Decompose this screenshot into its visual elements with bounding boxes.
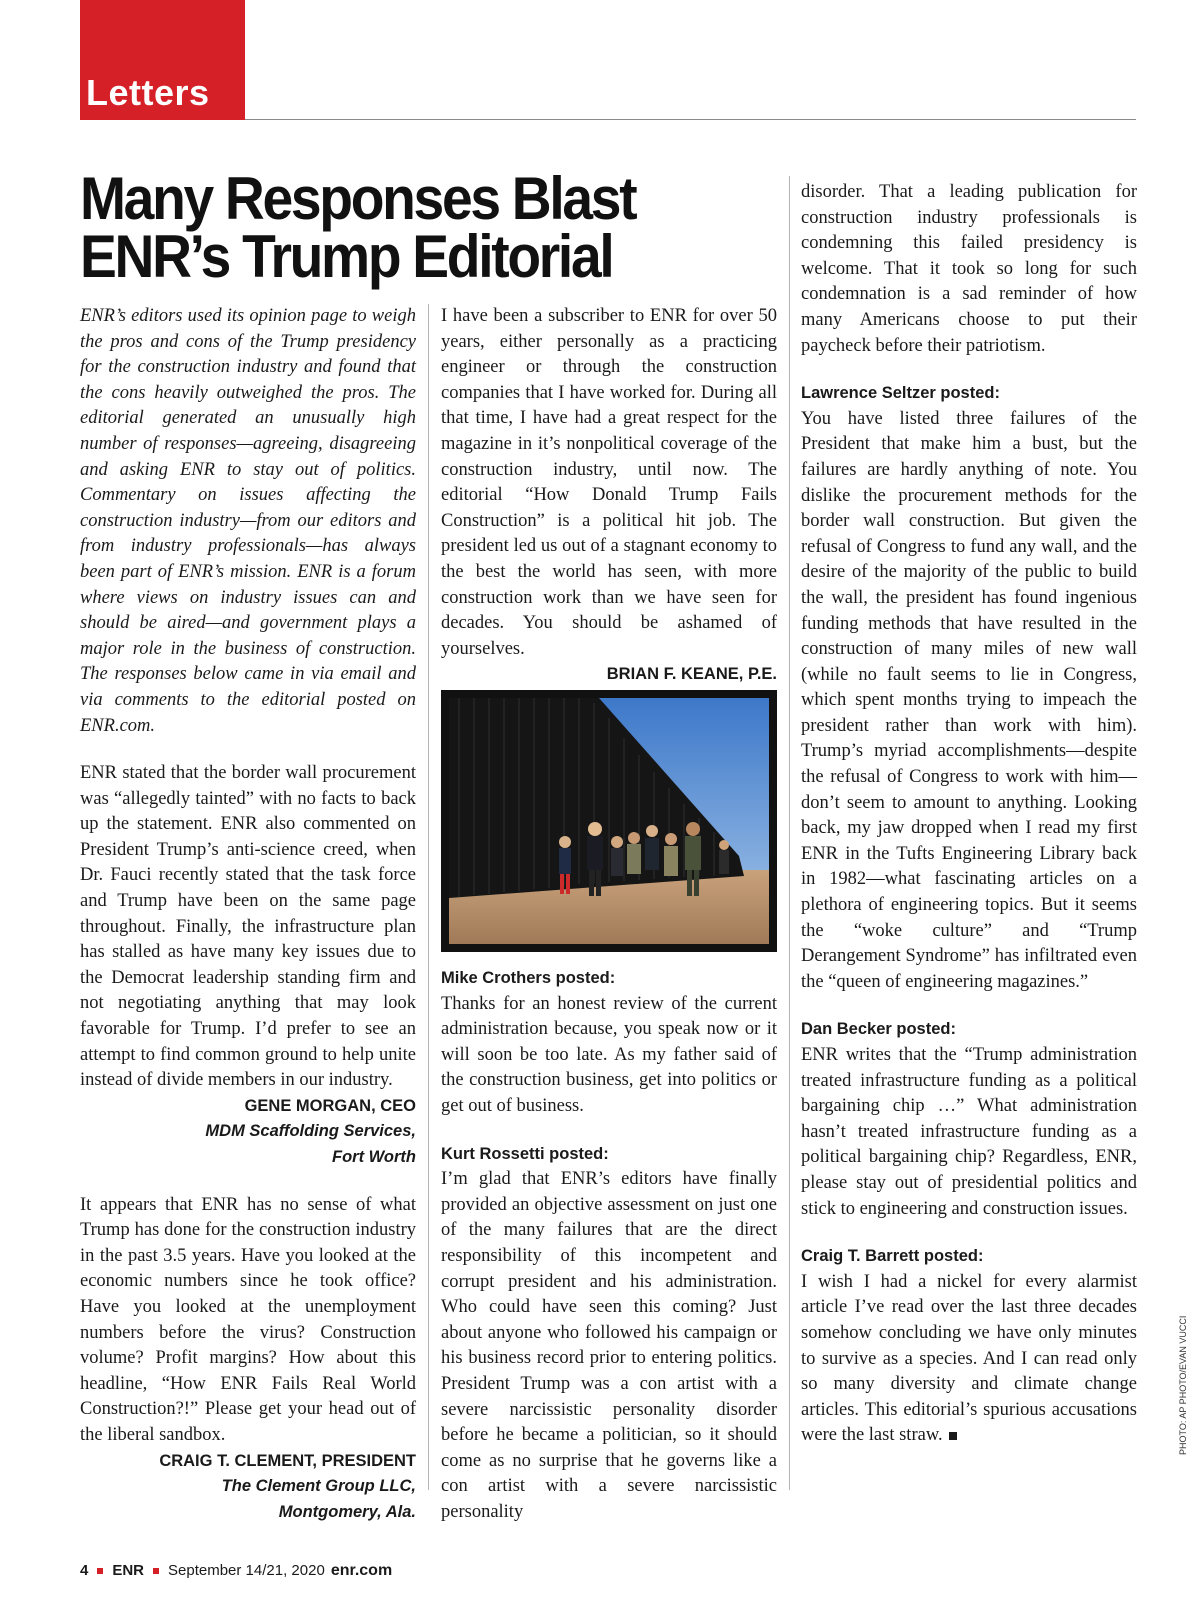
headline-line-2: ENR’s Trump Editorial [80,223,613,290]
comment-body: I’m glad that ENR’s editors have finally provided an objective assessment on just one of the many failures that are the direct responsibility of this incompetent and corrupt president and his administration. Who could have seen this coming? Just about anyone who followed his campaign or his business record prior to entering politics. President Trump was a con artist with a severe narcissistic personality disorder before he became a politician, so it should come as no surprise that he governs like a con artist with a severe narcissistic personality [441,1169,777,1522]
end-mark-icon [949,1432,957,1440]
comment-poster: Lawrence Seltzer posted: [801,384,1000,403]
header-rule [245,119,1136,120]
comment-poster: Mike Crothers posted: [441,969,616,987]
letter-organization: The Clement Group LLC, [221,1477,416,1496]
letter-body: I have been a subscriber to ENR for over 50 years, either personally as a practicing engineer or through the construction companies that I have worked for. During all that time, I have had a great respect for the magazine in it’s nonpolitical coverage of the construction industry, until now. The editorial “How Donald Trump Fails Construction” is a political hit job. The president led us out of a stagnant economy to the best the world has seen, with more construction work than we have seen for decades. You should be ashamed of yourselves. [441,306,777,659]
magazine-name: ENR [112,1562,145,1579]
column-1 [80,304,416,1525]
comment-body [801,1270,1137,1449]
letter-city: Montgomery, Ala. [278,1502,416,1521]
page-number: 4 [80,1562,89,1579]
letter-city: Fort Worth [331,1148,416,1166]
letter-body: It appears that ENR has no sense of what Trump has done for the construction industry in the past 3.5 years. Have you looked at the economic numbers since he took office? Have you looked at the unemployment numbers before the virus? Construction volume? Profit margins? How about this headline, “How ENR Fails Real World Construction?!” Please get your head out of the liberal sandbox. [80,1194,416,1445]
comment-body: ENR writes that the “Trump administration treated infrastructure funding as a political bargaining chip …” What administration hasn’t treated infrastructure funding as a political bargaining chip? Regardless, ENR, please stay out of presidential politics and stick to engineering and construction issues. [801,1045,1137,1219]
issue-date: September 14/21, 2020 [168,1562,325,1579]
photo-credit: PHOTO: AP PHOTO/EVAN VUCCI [1178,1315,1188,1455]
letter-organization: MDM Scaffolding Services, [205,1122,416,1141]
comment-body: Thanks for an honest review of the current administration because, you speak now or it will soon be too late. As my father said of the construction business, get into politics or get out of business. [441,993,777,1116]
comment-text: I wish I had a nickel for every alarmist article I’ve read over the last three decades somehow concluding we have only minutes to survive as a species. And I can read only so many diversity and climate change articles. This editorial’s spurious accusations were the last straw. [801,1271,1137,1446]
column-divider [428,304,429,1490]
border-wall-photo [441,690,777,952]
separator-icon [97,1568,103,1574]
page-footer [80,1562,392,1580]
column-divider [789,176,790,1490]
section-tab [80,0,245,120]
column-2 [441,304,777,688]
letter-body: ENR stated that the border wall procurement was “allegedly tainted” with no facts to back up the statement. ENR also commented on President Trump’s anti-science creed, when Dr. Fauci recently stated that the task force and Trump have been on the same page throughout. Finally, the infrastructure plan has stalled as have many key issues due to the Democrat leadership standing firm and not negotiating anything that may look favorable for Trump. I’d prefer to see an attempt to find common ground to help unite instead of divide members in our industry. [80,763,416,1091]
column-3 [801,180,1137,1449]
intro-text: ENR’s editors used its opinion page to weigh the pros and cons of the Trump presidency for the construction industry and found that the cons heavily outweighed the pros. The editorial generated an unusually high number of responses—agreeing, disagreeing and asking ENR to stay out of politics. Commentary on issues affecting the construction industry—from our editors and from industry professionals—has always been part of ENR’s mission. ENR is a forum where views on industry issues can and should be aired—and government plays a major role in the business of construction. The responses below came in via email and via comments to the editorial posted on ENR.com. [80,306,416,736]
comment-body: You have listed three failures of the President that make him a bust, but the failures are hardly anything of note. You dislike the procurement methods for the border wall construction. But given the refusal of Congress to fund any wall, and the desire of the majority of the public to build the wall, the president has found ingenious funding methods that have resulted in the construction of many miles of new wall (while no fault seems to lie in Congress, which spent months trying to impeach the president rather than work with him). Trump’s myriad accomplishments—despite the refusal of Congress to work with him—don’t seem to amount to anything. Looking back, my jaw dropped when I read my first ENR in the Tufts Engineering Library back in 1982—what fascinating articles on a plethora of engineering topics. But it seems the “woke culture” and “Trump Derangement Syndrome” has infiltrated even the “queen of engineering magazines.” [801,408,1137,992]
comment-poster: Dan Becker posted: [801,1020,956,1039]
letter-author: GENE MORGAN, CEO [244,1096,416,1115]
comment-body-continued: disorder. That a leading publication for construction industry professionals is condemning this failed presidency is welcome. That it took so long for such condemnation is a sad reminder of how many Americans choose to put their paycheck before their patriotism. [801,182,1137,356]
section-label: Letters [86,72,210,113]
comment-poster: Kurt Rossetti posted: [441,1144,609,1163]
photo-illustration [449,698,769,944]
comment-poster: Craig T. Barrett posted: [801,1247,984,1266]
column-2-comments [441,966,777,1525]
website-link[interactable]: enr.com [330,1562,393,1579]
letter-author: BRIAN F. KEANE, P.E. [606,665,777,684]
letter-author: CRAIG T. CLEMENT, PRESIDENT [159,1451,416,1470]
separator-icon [153,1568,159,1574]
headline [80,165,636,290]
headline-line-1: Many Responses Blast [80,165,636,232]
